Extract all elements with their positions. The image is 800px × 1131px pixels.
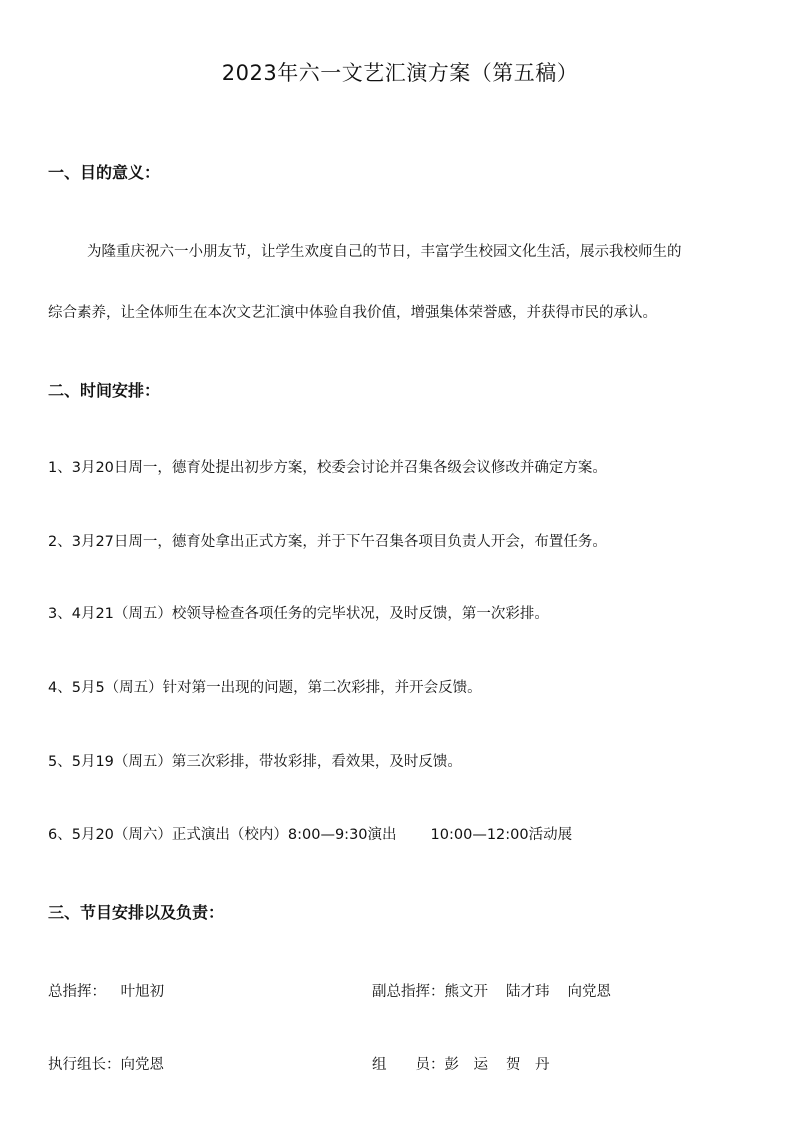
schedule-item-3: 3、4月21（周五）校领导检查各项任务的完毕状况，及时反馈，第一次彩排。 [48, 606, 549, 622]
chief-label: 总指挥： [48, 984, 106, 1000]
section1-paragraph-line1: 为隆重庆祝六一小朋友节，让学生欢度自己的节日，丰富学生校园文化生活，展示我校师生的 [87, 244, 682, 260]
section3-heading: 三、节目安排以及负责： [48, 903, 225, 922]
schedule-item-2: 2、3月27日周一，德育处拿出正式方案，并于下午召集各项目负责人开会，布置任务。 [48, 534, 607, 550]
schedule-item-6-part1: 6、5月20（周六）正式演出（校内）8:00—9:30演出 [48, 827, 397, 843]
schedule-item-6 [48, 823, 572, 844]
deputy-name: 熊文开 [444, 984, 488, 1000]
member-label: 组 员： [372, 1057, 445, 1073]
section1-heading: 一、目的意义： [48, 163, 161, 182]
schedule-item-4: 4、5月5（周五）针对第一出现的问题，第二次彩排，并开会反馈。 [48, 680, 482, 696]
deputy-label: 副总指挥： [372, 984, 445, 1000]
exec-label: 执行组长： [48, 1057, 121, 1073]
document-title: 2023年六一文艺汇演方案（第五稿） [221, 61, 579, 85]
section2-heading: 二、时间安排： [48, 381, 161, 400]
executive-leader [48, 1053, 164, 1074]
section1-paragraph-line2: 综合素养，让全体师生在本次文艺汇演中体验自我价值，增强集体荣誉感，并获得市民的承认。 [48, 305, 657, 321]
schedule-item-5: 5、5月19（周五）第三次彩排，带妆彩排，看效果，及时反馈。 [48, 754, 462, 770]
member-name: 贺 丹 [506, 1057, 550, 1073]
member-name: 彭 运 [444, 1057, 488, 1073]
schedule-item-6-part2: 10:00—12:00活动展 [430, 827, 573, 843]
team-members [372, 1053, 568, 1074]
deputy-commander [372, 980, 629, 1001]
deputy-name: 陆才玮 [506, 984, 550, 1000]
schedule-item-1: 1、3月20日周一，德育处提出初步方案，校委会讨论并召集各级会议修改并确定方案。 [48, 460, 607, 476]
deputy-name: 向党恩 [567, 984, 611, 1000]
chief-name: 叶旭初 [120, 984, 165, 1000]
chief-commander [48, 980, 164, 1001]
exec-name: 向党恩 [120, 1057, 164, 1073]
